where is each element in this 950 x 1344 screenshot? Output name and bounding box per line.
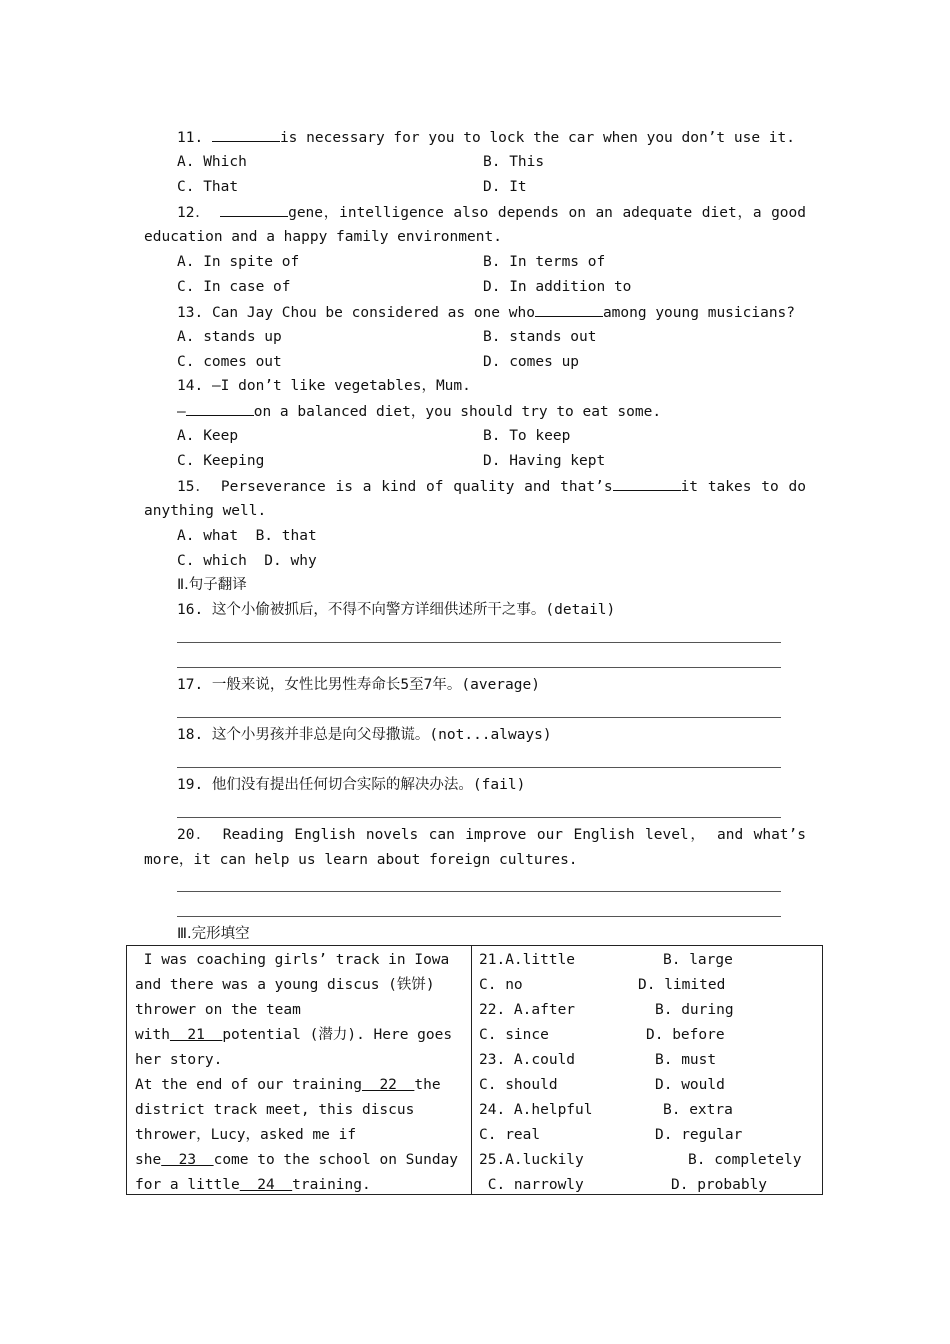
- translation-19: 19. 他们没有提出任何切合实际的解决办法。(fail): [177, 777, 526, 793]
- answer-line[interactable]: [177, 717, 781, 718]
- question-14: 14. —I don’t like vegetables，Mum.: [177, 378, 471, 394]
- option-d[interactable]: D. It: [483, 179, 527, 195]
- option-ab[interactable]: A. what B. that: [177, 528, 317, 544]
- option-b[interactable]: B. In terms of: [483, 254, 606, 270]
- translation-20: 20． Reading English novels can improve our English level， and what’s: [177, 827, 806, 843]
- answer-line[interactable]: [177, 642, 781, 643]
- answer-line[interactable]: [177, 916, 781, 917]
- question-11: 11. is necessary for you to lock the car when you don’t use it.: [177, 127, 795, 148]
- choice-23-d[interactable]: D. would: [655, 1077, 725, 1093]
- question-12-cont: education and a happy family environment.: [144, 229, 502, 245]
- option-d[interactable]: D. comes up: [483, 354, 580, 370]
- answer-line[interactable]: [177, 667, 781, 668]
- passage-line: thrower，Lucy，asked me if: [135, 1127, 357, 1143]
- option-cd[interactable]: C. which D. why: [177, 553, 317, 569]
- option-d[interactable]: D. In addition to: [483, 279, 632, 295]
- blank-22[interactable]: 22: [361, 1077, 415, 1093]
- choice-23-c[interactable]: C. should: [479, 1077, 558, 1093]
- choice-21-d[interactable]: D. limited: [638, 977, 726, 993]
- answer-line[interactable]: [177, 891, 781, 892]
- choice-21-a[interactable]: 21.A.little: [479, 952, 576, 968]
- choice-25-c[interactable]: C. narrowly: [479, 1177, 584, 1193]
- question-14-reply: — on a balanced diet，you should try to eat some.: [177, 401, 661, 422]
- translation-20-cont: more，it can help us learn about foreign cultures.: [144, 852, 578, 868]
- choice-25-a[interactable]: 25.A.luckily: [479, 1152, 584, 1168]
- answer-blank[interactable]: [186, 401, 254, 416]
- passage-line: I was coaching girls’ track in Iowa: [135, 952, 450, 968]
- translation-18: 18. 这个小男孩并非总是向父母撒谎。(not...always): [177, 727, 552, 743]
- option-b[interactable]: B. stands out: [483, 329, 597, 345]
- option-a[interactable]: A. stands up: [177, 329, 282, 345]
- cloze-table: [126, 945, 823, 1195]
- answer-line[interactable]: [177, 767, 781, 768]
- question-15-cont: anything well.: [144, 503, 267, 519]
- option-c[interactable]: C. Keeping: [177, 453, 265, 469]
- section-3-title: Ⅲ.完形填空: [177, 926, 250, 942]
- option-a[interactable]: A. Which: [177, 154, 247, 170]
- passage-line: her story.: [135, 1052, 223, 1068]
- option-c[interactable]: C. comes out: [177, 354, 282, 370]
- answer-line[interactable]: [177, 817, 781, 818]
- question-12: 12． gene，intelligence also depends on an adequate diet，a good: [177, 202, 806, 223]
- passage-line: and there was a young discus (铁饼): [135, 977, 435, 993]
- translation-16: 16. 这个小偷被抓后，不得不向警方详细供述所干之事。(detail): [177, 602, 616, 618]
- choice-22-c[interactable]: C. since: [479, 1027, 549, 1043]
- choice-23-a[interactable]: 23. A.could: [479, 1052, 576, 1068]
- choice-22-a[interactable]: 22. A.after: [479, 1002, 576, 1018]
- choice-22-b[interactable]: B. during: [655, 1002, 734, 1018]
- choice-25-b[interactable]: B. completely: [688, 1152, 802, 1168]
- answer-blank[interactable]: [212, 127, 280, 142]
- section-2-title: Ⅱ.句子翻译: [177, 577, 247, 593]
- choice-24-a[interactable]: 24. A.helpful: [479, 1102, 593, 1118]
- choice-24-b[interactable]: B. extra: [663, 1102, 733, 1118]
- column-divider: [471, 946, 472, 1194]
- choice-24-d[interactable]: D. regular: [655, 1127, 743, 1143]
- choice-21-c[interactable]: C. no: [479, 977, 523, 993]
- passage-line: district track meet, this discus: [135, 1102, 415, 1118]
- passage-line: she 23 come to the school on Sunday: [135, 1152, 459, 1168]
- question-13: 13. Can Jay Chou be considered as one who among young musicians?: [177, 302, 795, 323]
- blank-23[interactable]: 23: [161, 1152, 214, 1168]
- option-b[interactable]: B. This: [483, 154, 545, 170]
- option-c[interactable]: C. In case of: [177, 279, 291, 295]
- answer-blank[interactable]: [613, 476, 681, 491]
- answer-blank[interactable]: [220, 202, 288, 217]
- option-a[interactable]: A. In spite of: [177, 254, 300, 270]
- translation-17: 17. 一般来说，女性比男性寿命长5至7年。(average): [177, 677, 540, 693]
- question-15: 15． Perseverance is a kind of quality and that’s it takes to do: [177, 476, 806, 497]
- choice-25-d[interactable]: D. probably: [671, 1177, 768, 1193]
- passage-line: with 21 potential (潜力). Here goes: [135, 1027, 453, 1043]
- option-c[interactable]: C. That: [177, 179, 239, 195]
- passage-line: At the end of our training 22 the: [135, 1077, 441, 1093]
- blank-24[interactable]: 24: [239, 1177, 293, 1193]
- option-b[interactable]: B. To keep: [483, 428, 571, 444]
- choice-23-b[interactable]: B. must: [655, 1052, 717, 1068]
- choice-24-c[interactable]: C. real: [479, 1127, 541, 1143]
- choice-21-b[interactable]: B. large: [663, 952, 733, 968]
- passage-line: thrower on the team: [135, 1002, 301, 1018]
- choice-22-d[interactable]: D. before: [646, 1027, 725, 1043]
- answer-blank[interactable]: [535, 302, 603, 317]
- option-d[interactable]: D. Having kept: [483, 453, 606, 469]
- option-a[interactable]: A. Keep: [177, 428, 239, 444]
- blank-21[interactable]: 21: [169, 1027, 223, 1043]
- passage-line: for a little 24 training.: [135, 1177, 371, 1193]
